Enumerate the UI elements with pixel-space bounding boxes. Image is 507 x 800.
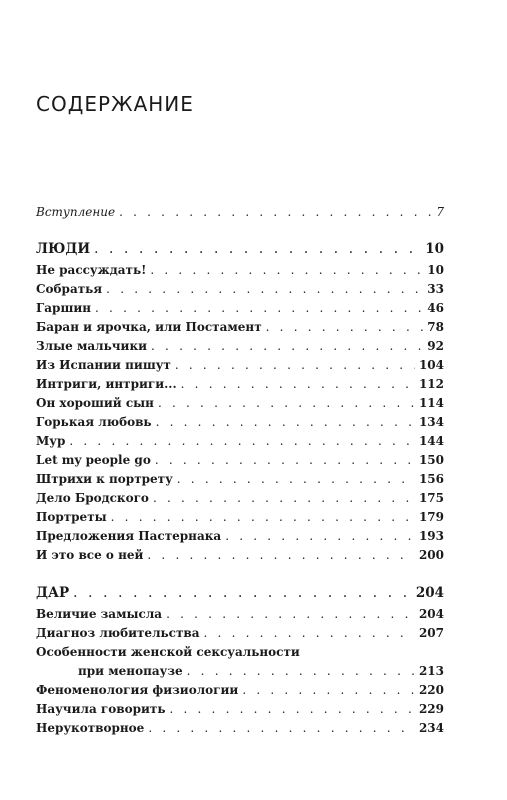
toc-entry bbox=[36, 394, 444, 412]
toc-entry bbox=[36, 605, 444, 623]
toc-leader-dots bbox=[95, 299, 423, 317]
toc-entry-page: 220 bbox=[418, 683, 444, 697]
toc-leader-dots bbox=[175, 356, 415, 374]
toc-entry-title: И это все о ней bbox=[36, 548, 144, 562]
toc-entry-page: 114 bbox=[418, 396, 444, 410]
toc-entry-title: Не рассуждать! bbox=[36, 263, 147, 277]
toc-leader-dots bbox=[151, 337, 423, 355]
toc-leader-dots bbox=[155, 451, 415, 469]
toc-leader-dots bbox=[158, 394, 415, 412]
toc-entry-title: Собратья bbox=[36, 282, 103, 296]
toc-entry-page: 213 bbox=[418, 664, 444, 678]
toc-entry-page: 92 bbox=[427, 339, 444, 353]
toc-entry bbox=[36, 527, 444, 545]
toc-entry-title: Мур bbox=[36, 434, 66, 448]
toc-entry-title: Он хороший сын bbox=[36, 396, 154, 410]
toc-entry bbox=[36, 681, 444, 699]
toc-leader-dots bbox=[156, 413, 415, 431]
toc-entry bbox=[36, 375, 444, 393]
toc-entry bbox=[36, 489, 444, 507]
toc-entry bbox=[36, 318, 444, 336]
toc-leader-dots bbox=[204, 624, 415, 642]
toc-entry-page: 234 bbox=[418, 721, 444, 735]
toc-entry-page: 207 bbox=[418, 626, 444, 640]
toc-leader-dots bbox=[166, 605, 415, 623]
toc-entry bbox=[36, 508, 444, 526]
toc-entry-page: 46 bbox=[427, 301, 444, 315]
toc-leader-dots bbox=[153, 489, 415, 507]
toc-section-title: ЛЮДИ bbox=[36, 241, 91, 257]
toc-leader-dots bbox=[181, 375, 415, 393]
toc-entry bbox=[36, 451, 444, 469]
toc-entry-page: 134 bbox=[418, 415, 444, 429]
toc-entry bbox=[36, 432, 444, 450]
toc-section-title: ДАР bbox=[36, 585, 70, 601]
toc-leader-dots bbox=[111, 508, 415, 526]
toc-section-people bbox=[36, 240, 444, 258]
toc-leader-dots bbox=[242, 681, 415, 699]
toc-entry-page: 179 bbox=[418, 510, 444, 524]
toc-entry bbox=[36, 337, 444, 355]
toc-entry-page: 144 bbox=[418, 434, 444, 448]
toc-entry-title: Let my people go bbox=[36, 453, 151, 467]
toc-entry-title: Дело Бродского bbox=[36, 491, 149, 505]
toc-leader-dots bbox=[225, 527, 415, 545]
toc-entry-page: 200 bbox=[418, 548, 444, 562]
toc-entry bbox=[36, 700, 444, 718]
toc-entry-page: 112 bbox=[418, 377, 444, 391]
toc-entry bbox=[78, 662, 444, 680]
toc-entry-page: 7 bbox=[436, 205, 444, 219]
toc-entry bbox=[36, 413, 444, 431]
toc-entry-title-continued: при менопаузе bbox=[78, 664, 183, 678]
toc-leader-dots bbox=[73, 584, 412, 602]
toc-section-gift bbox=[36, 584, 444, 602]
toc-entry-page: 193 bbox=[418, 529, 444, 543]
toc-entry-title: Предложения Пастернака bbox=[36, 529, 222, 543]
toc-entry bbox=[36, 470, 444, 488]
toc-leader-dots bbox=[148, 719, 415, 737]
toc-entry-page: 229 bbox=[418, 702, 444, 716]
toc-entry-page: 204 bbox=[418, 607, 444, 621]
toc-leader-dots bbox=[187, 662, 415, 680]
toc-leader-dots bbox=[106, 280, 423, 298]
toc-entry-title: Штрихи к портрету bbox=[36, 472, 173, 486]
toc-leader-dots bbox=[150, 261, 423, 279]
toc-entry-page: 156 bbox=[418, 472, 444, 486]
toc-section-page: 204 bbox=[415, 585, 444, 601]
toc-entry bbox=[36, 546, 444, 564]
toc-entry-title: Гаршин bbox=[36, 301, 92, 315]
toc-entry-title: Особенности женской сексуальности bbox=[36, 645, 300, 659]
toc-entry-title: Научила говорить bbox=[36, 702, 166, 716]
toc-entry-title: Величие замысла bbox=[36, 607, 163, 621]
toc-entry-page: 33 bbox=[427, 282, 444, 296]
toc-leader-dots bbox=[94, 240, 421, 258]
toc-entry-title: Баран и ярочка, или Постамент bbox=[36, 320, 262, 334]
toc-leader-dots bbox=[169, 700, 414, 718]
toc-entry-title: Злые мальчики bbox=[36, 339, 148, 353]
toc-entry bbox=[36, 719, 444, 737]
toc-entry-title: Нерукотворное bbox=[36, 721, 145, 735]
toc-leader-dots bbox=[266, 318, 424, 336]
toc-entry-title: Феноменология физиологии bbox=[36, 683, 239, 697]
toc-entry-title: Интриги, интриги... bbox=[36, 377, 177, 391]
toc-entry bbox=[36, 624, 444, 642]
page-title: СОДЕРЖАНИЕ bbox=[36, 92, 194, 116]
toc-entry-title: Вступление bbox=[36, 205, 116, 219]
toc-leader-dots bbox=[177, 470, 415, 488]
toc-entry-page: 78 bbox=[427, 320, 444, 334]
toc-entry-title: Портреты bbox=[36, 510, 107, 524]
toc-entry-page: 175 bbox=[418, 491, 444, 505]
toc-entry-title: Горькая любовь bbox=[36, 415, 152, 429]
toc-leader-dots bbox=[147, 546, 415, 564]
toc-entry bbox=[36, 261, 444, 279]
toc-entry-page: 10 bbox=[427, 263, 444, 277]
toc-section-page: 10 bbox=[425, 241, 444, 257]
toc-entry-page: 150 bbox=[418, 453, 444, 467]
toc-entry bbox=[36, 299, 444, 317]
toc-entry-page: 104 bbox=[418, 358, 444, 372]
toc-leader-dots bbox=[119, 203, 432, 221]
toc-entry bbox=[36, 356, 444, 374]
toc-entry bbox=[36, 280, 444, 298]
toc-entry-title: Из Испании пишут bbox=[36, 358, 171, 372]
toc-leader-dots bbox=[69, 432, 415, 450]
toc-entry-intro bbox=[36, 203, 444, 221]
toc-entry-title: Диагноз любительства bbox=[36, 626, 200, 640]
